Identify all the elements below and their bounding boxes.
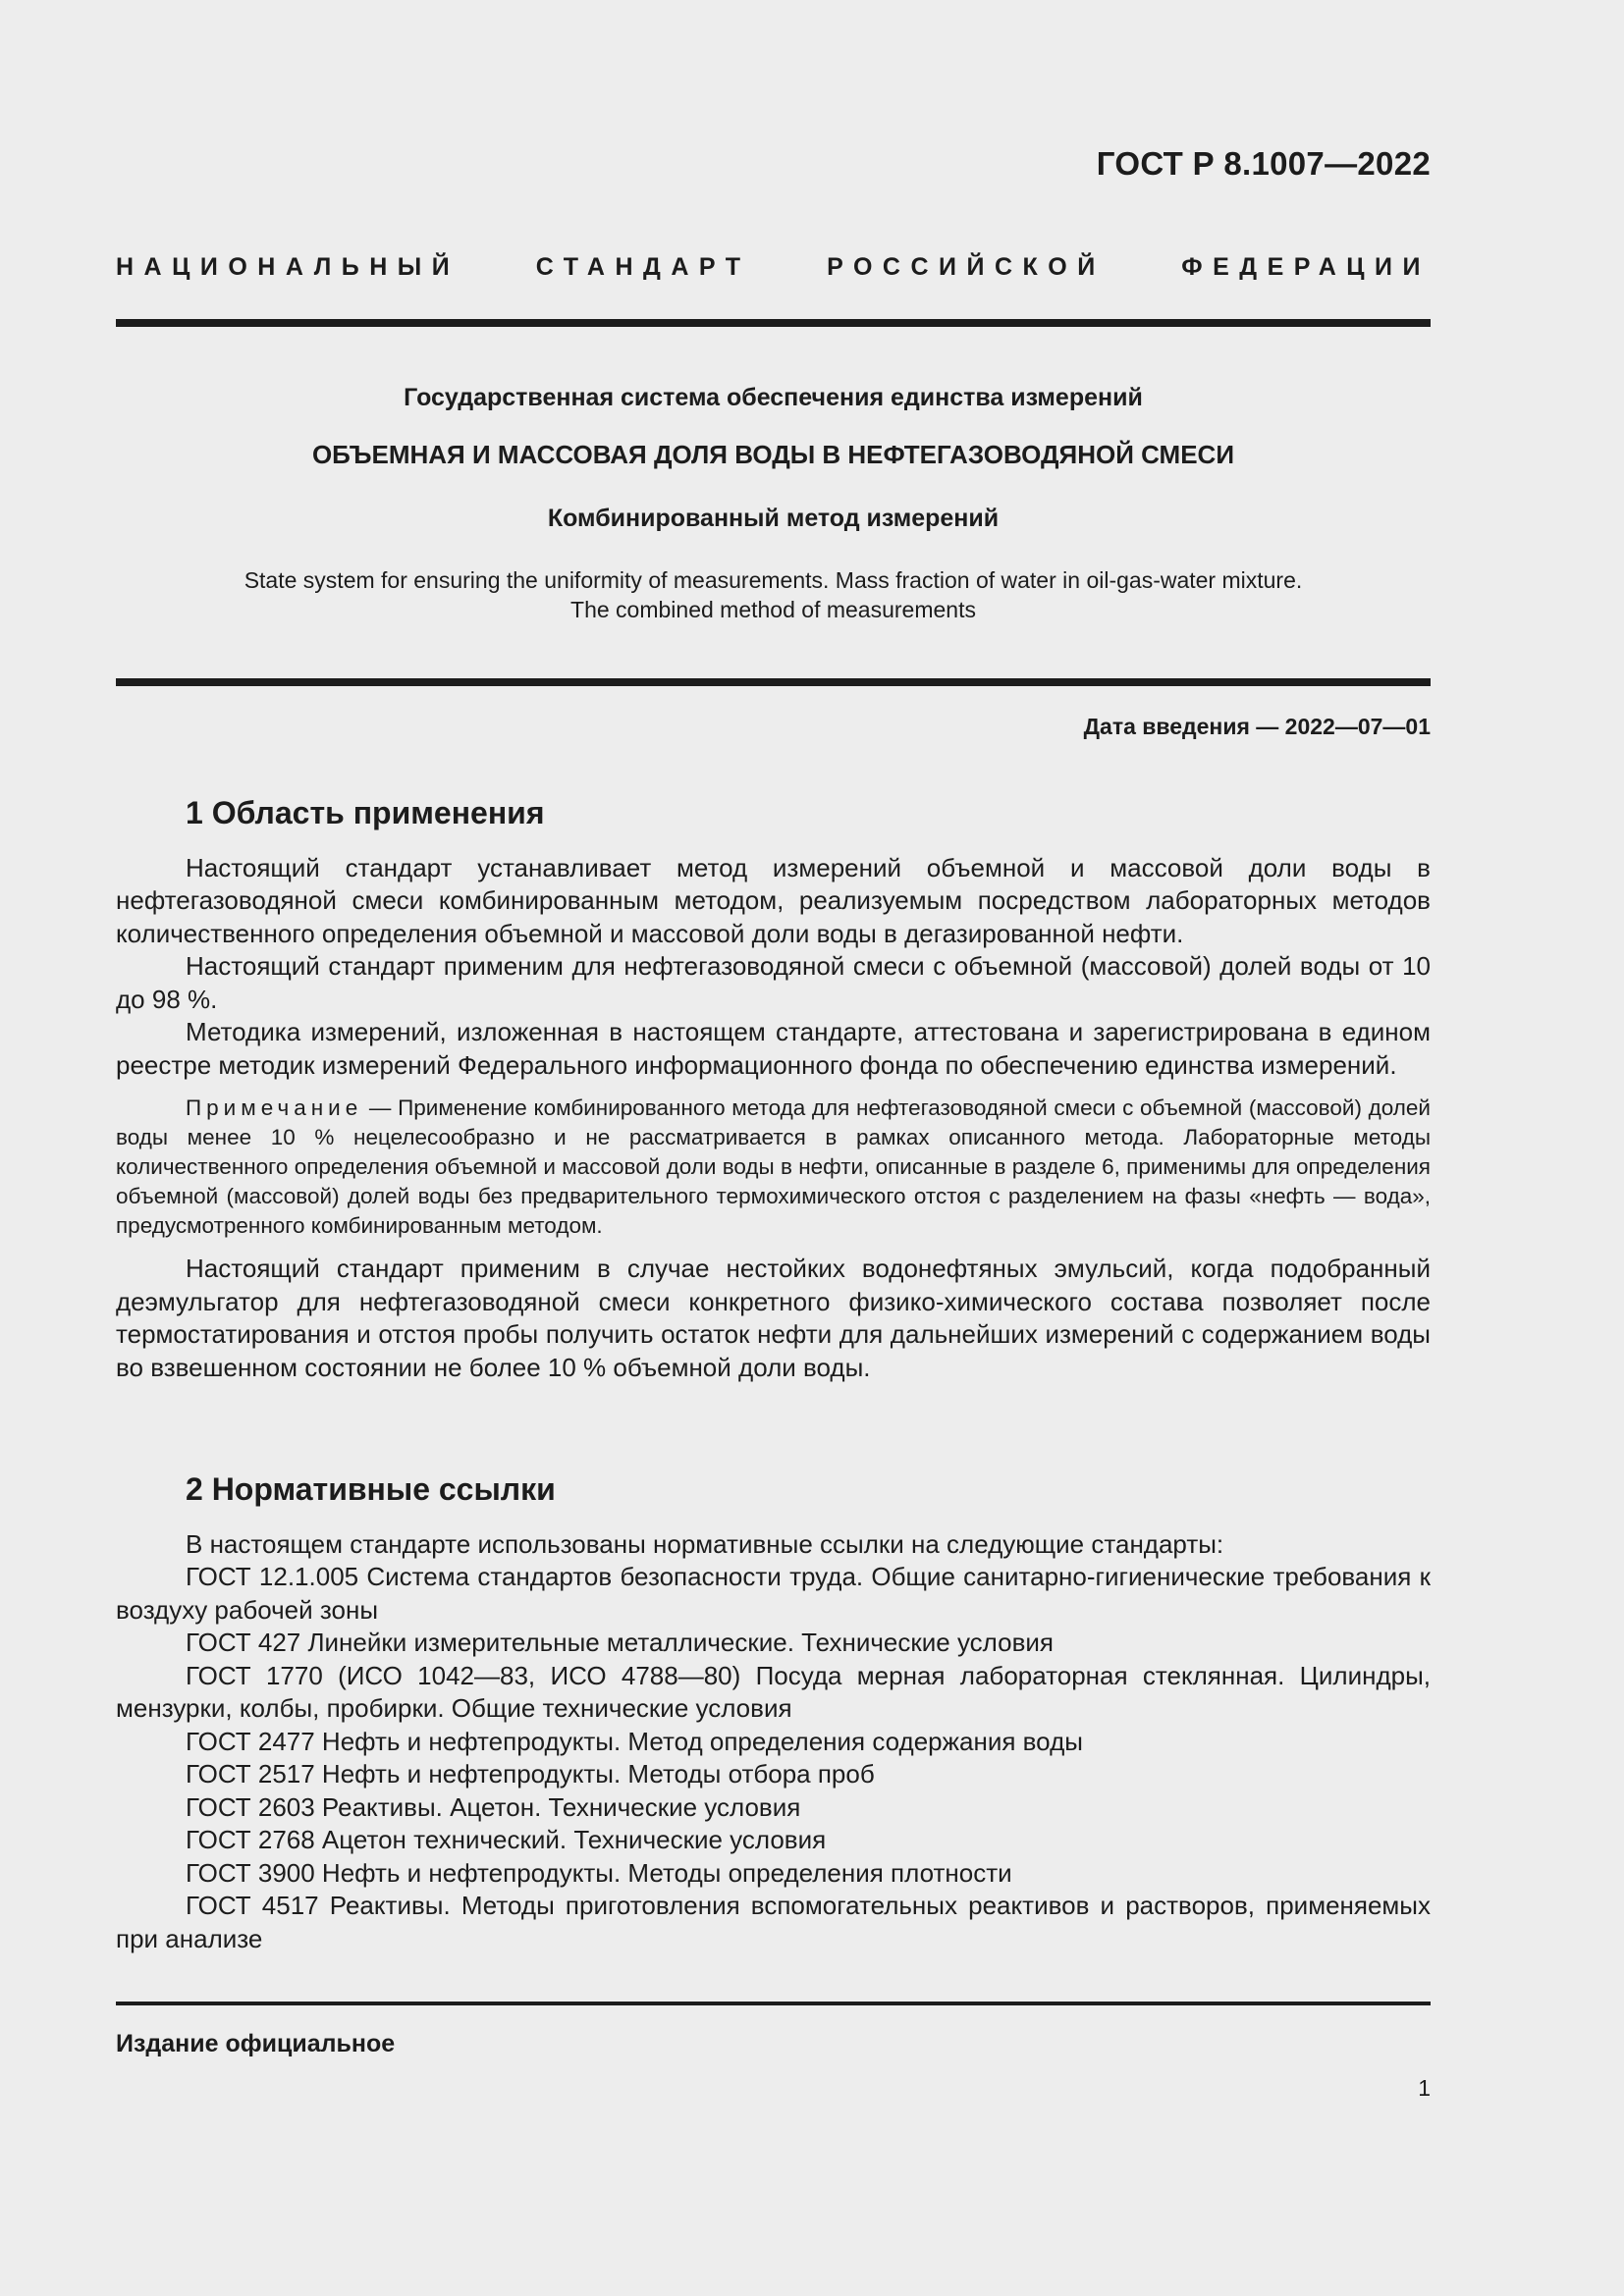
- scope-paragraph-1: Настоящий стандарт устанавливает метод измерений объемной и массовой доли воды в нефтегазоводяной смеси комбинированным методом, реализуемым посредством лабораторных методов количественного определения объемной и массовой доли воды в дегазированной нефти.: [116, 852, 1431, 948]
- reference-item: ГОСТ 4517 Реактивы. Методы приготовления вспомогательных реактивов и растворов, применяемых при анализе: [116, 1891, 1431, 1953]
- introduction-date: Дата введения — 2022—07—01: [1083, 714, 1431, 739]
- footer-divider: [116, 2002, 1431, 2005]
- note-text: — Применение комбинированного метода для нефтегазоводяной смеси с объемной (массовой) долей воды менее 10 % нецелесообразно и не рассматривается в рамках описанного метода. Лабораторные методы количественного определения объемной и массовой доли воды в нефти, описанные в разделе 6, применимы для определения объемной (массовой) долей воды без предварительного термохимического отстоя с разделением на фазы «нефть — вода», предусмотренного комбинированным методом.: [116, 1095, 1431, 1238]
- section-1-heading: 1 Область применения: [186, 795, 545, 830]
- section-normative-references: [116, 1473, 1431, 1955]
- section-2-heading: 2 Нормативные ссылки: [186, 1471, 556, 1507]
- reference-item: ГОСТ 2477 Нефть и нефтепродукты. Метод определения содержания воды: [186, 1726, 1083, 1756]
- section-scope: [116, 797, 1431, 1384]
- reference-item: ГОСТ 427 Линейки измерительные металлические. Технические условия: [186, 1628, 1054, 1657]
- reference-item: ГОСТ 2517 Нефть и нефтепродукты. Методы отбора проб: [186, 1759, 875, 1789]
- scope-paragraph-2: Настоящий стандарт применим для нефтегазоводяной смеси с объемной (массовой) долей воды от 10 до 98 %.: [116, 951, 1431, 1014]
- note-label: Примечание: [186, 1095, 363, 1120]
- english-title-line1: State system for ensuring the uniformity of measurements. Mass fraction of water in oil-gas-water mixture.: [244, 567, 1303, 593]
- document-code: ГОСТ Р 8.1007—2022: [1096, 145, 1431, 182]
- top-divider: [116, 319, 1431, 327]
- official-edition-label: Издание официальное: [116, 2030, 396, 2057]
- national-standard-heading: НАЦИОНАЛЬНЫЙ СТАНДАРТ РОССИЙСКОЙ ФЕДЕРАЦИИ: [116, 253, 1431, 281]
- sub-title: Комбинированный метод измерений: [547, 505, 1000, 532]
- scope-paragraph-3: Методика измерений, изложенная в настоящем стандарте, аттестована и зарегистрирована в едином реестре методик измерений Федерального информационного фонда по обеспечению единства измерений.: [116, 1017, 1431, 1080]
- reference-item: ГОСТ 2603 Реактивы. Ацетон. Технические условия: [186, 1791, 801, 1822]
- main-title: ОБЪЕМНАЯ И МАССОВАЯ ДОЛЯ ВОДЫ В НЕФТЕГАЗОВОДЯНОЙ СМЕСИ: [311, 440, 1235, 469]
- title-divider: [116, 678, 1431, 686]
- reference-item: ГОСТ 3900 Нефть и нефтепродукты. Методы определения плотности: [186, 1857, 1012, 1888]
- scope-paragraph-4: Настоящий стандарт применим в случае нестойких водонефтяных эмульсий, когда подобранный деэмульгатор для нефтегазоводяной смеси конкретного физико-химического состава позволяет после термостатирования и отстоя пробы получить остаток нефти для дальнейших измерений с содержанием воды во взвешенном состоянии не более 10 % объемной доли воды.: [116, 1254, 1431, 1382]
- scope-note: [116, 1094, 1431, 1241]
- references-intro: В настоящем стандарте использованы нормативные ссылки на следующие стандарты:: [186, 1528, 1224, 1559]
- page-number: 1: [1418, 2075, 1431, 2101]
- reference-item: ГОСТ 1770 (ИСО 1042—83, ИСО 4788—80) Посуда мерная лабораторная стеклянная. Цилиндры, мензурки, колбы, пробирки. Общие технические условия: [116, 1660, 1431, 1723]
- reference-item: ГОСТ 2768 Ацетон технический. Технические условия: [186, 1825, 827, 1854]
- reference-item: ГОСТ 12.1.005 Система стандартов безопасности труда. Общие санитарно-гигиенические требования к воздуху рабочей зоны: [116, 1562, 1431, 1625]
- english-title-line2: The combined method of measurements: [570, 597, 976, 622]
- english-title: [116, 565, 1431, 624]
- system-title: Государственная система обеспечения единства измерений: [404, 384, 1143, 411]
